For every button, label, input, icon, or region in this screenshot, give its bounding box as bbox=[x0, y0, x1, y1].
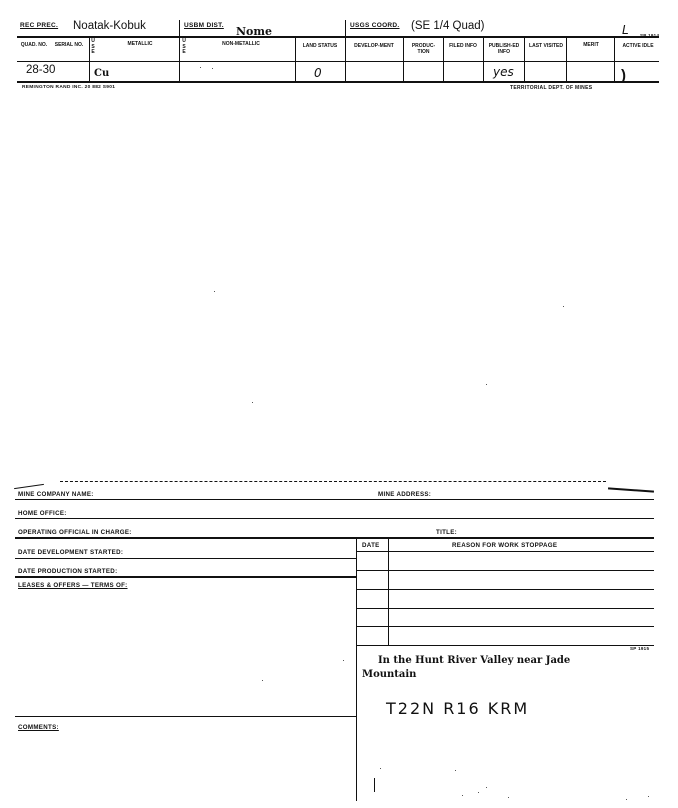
header-development: DEVELOP-MENT bbox=[354, 43, 394, 49]
header-production: PRODUC-TION bbox=[411, 43, 436, 55]
active-idle-mark: ) bbox=[621, 67, 626, 84]
printer-line: REMINGTON RAND INC. 20 882 S901 bbox=[22, 85, 116, 90]
usbm-dist-label: USBM DIST. bbox=[184, 22, 224, 29]
typed-note-line2: Mountain bbox=[362, 669, 417, 680]
leases-offers-label: LEASES & OFFERS — TERMS OF: bbox=[18, 582, 128, 589]
date-development-label: DATE DEVELOPMENT STARTED: bbox=[18, 549, 124, 556]
metallic-value: Cu bbox=[94, 68, 110, 79]
comments-label: COMMENTS: bbox=[18, 724, 59, 731]
header-land-status: LAND STATUS bbox=[302, 43, 338, 49]
handwritten-location: T22N R16 KRM bbox=[386, 699, 530, 718]
operating-official-label: OPERATING OFFICIAL IN CHARGE: bbox=[18, 529, 132, 536]
mine-address-label: MINE ADDRESS: bbox=[378, 491, 432, 498]
header-non-metallic: NON-METALLIC bbox=[222, 41, 260, 47]
rec-prec-value: Noatak-Kobuk bbox=[73, 20, 146, 32]
header-use-metallic: U S E bbox=[91, 38, 95, 55]
rule-row-bottom bbox=[17, 81, 659, 83]
date-column-header: DATE bbox=[362, 542, 380, 549]
reason-column-header: REASON FOR WORK STOPPAGE bbox=[452, 542, 558, 549]
rule-top bbox=[17, 36, 659, 38]
title-label: TITLE: bbox=[436, 529, 458, 536]
header-quad-no: QUAD. NO. bbox=[20, 42, 48, 48]
header-metallic: METALLIC bbox=[127, 41, 153, 47]
quad-serial-value: 28-30 bbox=[26, 64, 56, 76]
rec-prec-label: REC PREC. bbox=[20, 22, 59, 29]
home-office-label: HOME OFFICE: bbox=[18, 510, 67, 517]
land-status-value: 0 bbox=[314, 66, 322, 80]
corner-mark: L bbox=[622, 23, 629, 37]
usgs-coord-value: (SE 1/4 Quad) bbox=[411, 20, 485, 32]
header-filed-info: FILED INFO bbox=[449, 43, 477, 49]
territorial-dept: TERRITORIAL DEPT. OF MINES bbox=[510, 85, 593, 91]
header-serial-no: SERIAL NO. bbox=[54, 42, 84, 48]
header-use-nonmetallic: U S E bbox=[182, 38, 186, 55]
form-number-top: SP 1914 bbox=[640, 33, 660, 38]
typed-note-line1: In the Hunt River Valley near Jade bbox=[378, 655, 571, 666]
header-last-visited: LAST VISITED bbox=[529, 43, 563, 49]
header-published-info: PUBLISH-ED INFO bbox=[488, 43, 520, 55]
mine-company-name-label: MINE COMPANY NAME: bbox=[18, 491, 94, 498]
header-active-idle: ACTIVE IDLE bbox=[622, 43, 654, 49]
usbm-dist-value: Nome bbox=[236, 25, 273, 38]
published-info-value: yes bbox=[493, 65, 514, 79]
usgs-coord-label: USGS COORD. bbox=[350, 22, 400, 29]
date-production-label: DATE PRODUCTION STARTED: bbox=[18, 568, 118, 575]
header-merit: MERIT bbox=[583, 42, 599, 48]
rule-header-bottom bbox=[17, 61, 659, 62]
form-number-bottom: SP 1915 bbox=[630, 646, 650, 651]
